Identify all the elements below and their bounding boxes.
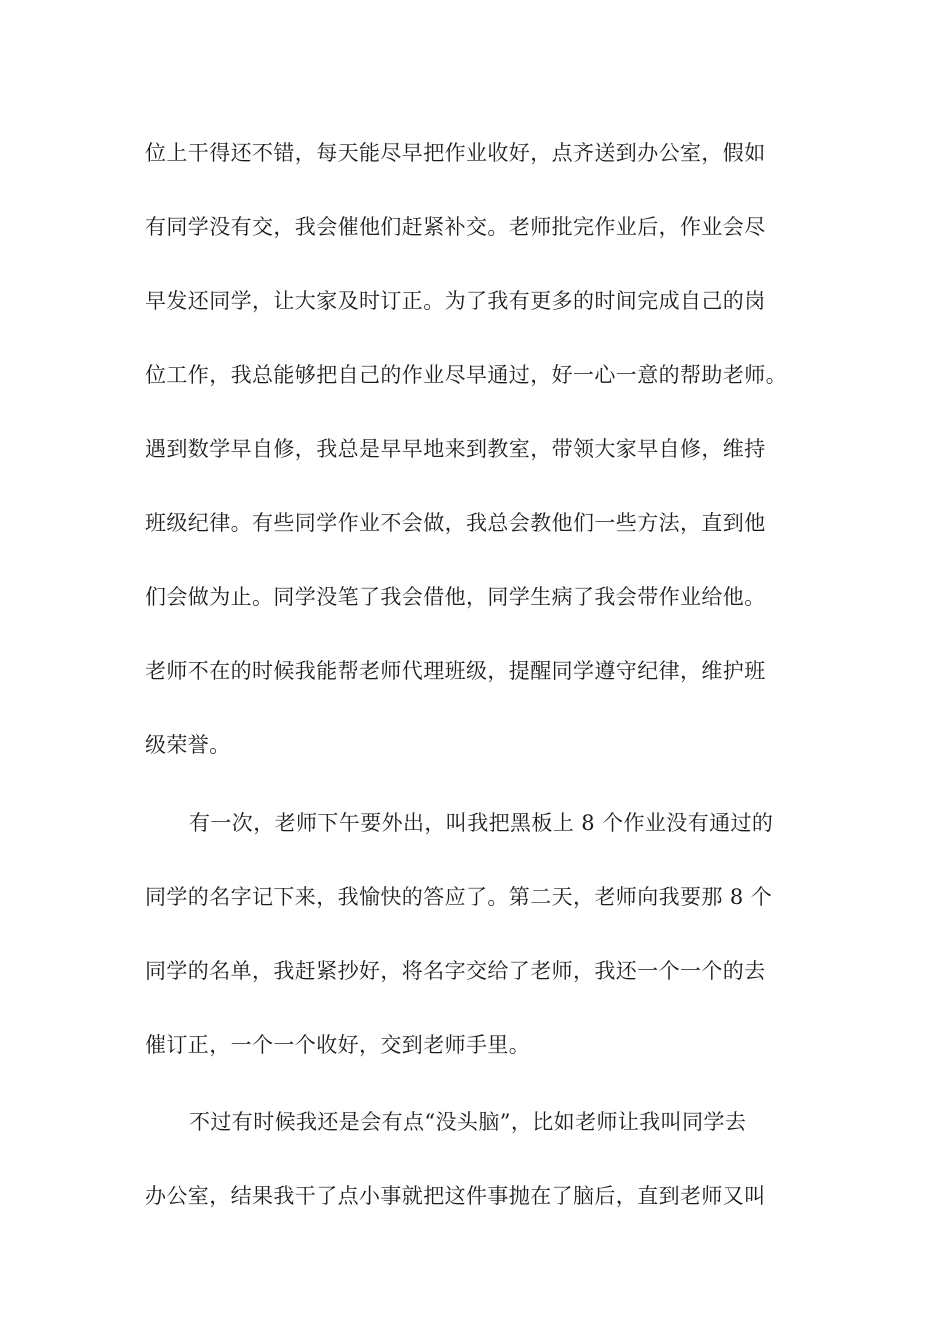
text-line: 遇到数学早自修，我总是早早地来到教室，带领大家早自修，维持 — [145, 437, 766, 461]
text-line: 同学的名字记下来，我愉快的答应了。第二天，老师向我要那 8 个 — [145, 885, 773, 909]
text-line: 级荣誉。 — [145, 733, 231, 757]
text-line: 有同学没有交，我会催他们赶紧补交。老师批完作业后，作业会尽 — [145, 215, 766, 239]
text-line: 位上干得还不错，每天能尽早把作业收好，点齐送到办公室，假如 — [145, 141, 766, 165]
text-line: 早发还同学，让大家及时订正。为了我有更多的时间完成自己的岗 — [145, 289, 766, 313]
paragraph-first-line: 不过有时候我还是会有点“没头脑”，比如老师让我叫同学去 — [189, 1110, 747, 1134]
text-line: 位工作，我总能够把自己的作业尽早通过，好一心一意的帮助老师。 — [145, 363, 787, 387]
text-line: 同学的名单，我赶紧抄好，将名字交给了老师，我还一个一个的去 — [145, 959, 766, 983]
text-line: 催订正，一个一个收好，交到老师手里。 — [145, 1033, 531, 1057]
text-line: 班级纪律。有些同学作业不会做，我总会教他们一些方法，直到他 — [145, 511, 766, 535]
text-line: 办公室，结果我干了点小事就把这件事抛在了脑后，直到老师又叫 — [145, 1184, 766, 1208]
text-line: 们会做为止。同学没笔了我会借他，同学生病了我会带作业给他。 — [145, 585, 766, 609]
paragraph-first-line: 有一次，老师下午要外出，叫我把黑板上 8 个作业没有通过的 — [189, 811, 774, 835]
text-line: 老师不在的时候我能帮老师代理班级，提醒同学遵守纪律，维护班 — [145, 659, 766, 683]
